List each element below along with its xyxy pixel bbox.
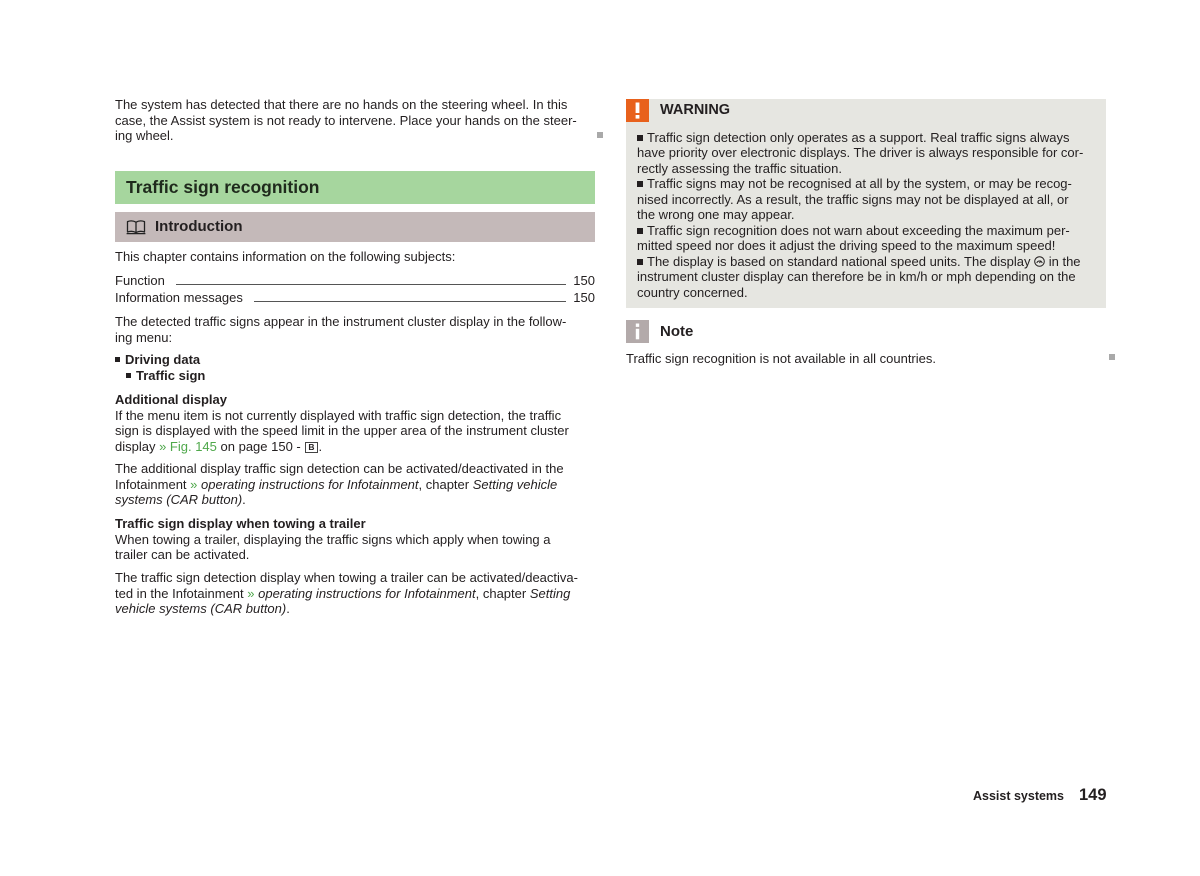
trailer-text: When towing a trailer, displaying the traffic signs which apply when towing a trailer can be activated. <box>115 531 551 562</box>
warning-item-text: Traffic sign recognition does not warn about exceeding the maximum per- mitted speed nor does it adjust the driving speed to the maximum speed! <box>637 222 1070 254</box>
info-icon <box>626 320 649 343</box>
bullet <box>637 181 643 187</box>
warning-list <box>637 130 1103 300</box>
additional-display-text <box>115 408 597 455</box>
bullet <box>115 357 120 362</box>
toc-entry-information-messages[interactable] <box>115 289 595 306</box>
trailer-activation-paragraph <box>115 570 597 617</box>
book-icon-graphic <box>126 219 146 235</box>
activation-paragraph <box>115 461 597 508</box>
end-of-section-square <box>597 132 603 138</box>
figure-label-badge: B <box>305 442 317 453</box>
toc-entry-page: 150 <box>573 273 595 288</box>
menu-item-driving-data <box>115 352 205 368</box>
paragraph-text: The additional display traffic sign detection can be activated/deactivated in the Infotainment <box>115 461 564 492</box>
paragraph-text: . <box>242 492 246 507</box>
cross-reference-link[interactable]: » <box>190 476 198 492</box>
trailer-heading: Traffic sign display when towing a trailer <box>115 516 366 531</box>
reference-title: operating instructions for Infotainment <box>254 585 476 601</box>
bullet <box>637 228 643 234</box>
warning-item <box>637 223 1103 254</box>
warning-item-text: The display is based on standard national speed units. The display <box>647 253 1035 269</box>
bullet <box>637 135 643 141</box>
warning-icon-graphic <box>626 99 649 122</box>
book-icon <box>126 219 146 235</box>
paragraph-text: on page 150 - <box>216 438 305 454</box>
section-header <box>115 171 595 204</box>
speed-unit-icon <box>1034 255 1045 266</box>
note-title: Note <box>660 323 694 340</box>
additional-display-section <box>115 392 597 454</box>
reference-chapter: Setting vehicle systems (CAR button) <box>115 476 558 507</box>
warning-item-text: Traffic sign detection only operates as a support. Real traffic signs always have priority over electronic displays. The driver is always responsible for cor- rectly assessing the traffic situation. <box>637 130 1084 176</box>
paragraph-text: The traffic sign detection display when towing a trailer can be activated/deactiva- ted in the Infotainment <box>115 570 578 601</box>
toc-entry-label: Function <box>115 273 165 288</box>
bullet <box>126 373 131 378</box>
warning-item <box>637 254 1103 300</box>
warning-item <box>637 176 1103 222</box>
paragraph-text: . <box>318 438 323 454</box>
toc-leader-line <box>176 284 566 285</box>
warning-box <box>626 99 1106 308</box>
toc-list <box>115 272 595 306</box>
warning-title: WARNING <box>660 102 731 118</box>
toc-entry-label: Information messages <box>115 290 243 305</box>
footer-section-name: Assist systems <box>972 789 1064 803</box>
toc-entry-page: 150 <box>573 290 595 305</box>
paragraph-text: , chapter <box>475 585 530 601</box>
subsection-title: Introduction <box>155 218 243 235</box>
paragraph-text: . <box>286 601 290 616</box>
menu-item-label: Driving data <box>125 352 201 367</box>
paragraph-text: , chapter <box>418 476 473 492</box>
speed-unit-icon-graphic <box>1034 256 1045 267</box>
reference-title: operating instructions for Infotainment <box>197 476 419 492</box>
info-icon-graphic <box>626 320 649 343</box>
reference-chapter: Setting vehicle systems (CAR button) <box>115 585 571 616</box>
cross-reference-link[interactable]: » <box>247 585 255 601</box>
menu-paragraph: The detected traffic signs appear in the instrument cluster display in the follow- ing menu: <box>115 314 567 345</box>
toc-leader-line <box>254 301 566 302</box>
menu-item-traffic-sign <box>115 368 205 384</box>
toc-intro: This chapter contains information on the following subjects: <box>115 249 456 264</box>
warning-item-text: in the instrument cluster display can therefore be in km/h or mph depending on the country concerned. <box>637 253 1081 300</box>
warning-icon <box>626 99 649 122</box>
warning-item <box>637 130 1103 176</box>
trailer-section <box>115 516 597 563</box>
menu-path <box>115 352 205 383</box>
bullet <box>637 259 643 265</box>
paragraph-text: If the menu item is not currently displayed with traffic sign detection, the traffic sign is displayed with the speed limit in the upper area of the instrument cluster display <box>115 407 569 454</box>
section-title: Traffic sign recognition <box>126 177 320 197</box>
menu-item-label: Traffic sign <box>136 367 206 383</box>
page-number: 149 <box>1079 786 1107 804</box>
note-text: Traffic sign recognition is not available in all countries. <box>626 351 936 366</box>
hands-off-paragraph: The system has detected that there are no hands on the steering wheel. In this case, the Assist system is not ready to intervene. Place your hands on the steer- ing wheel. <box>115 97 577 143</box>
warning-item-text: Traffic signs may not be recognised at all by the system, or may be recog- nised incorrectly. As a result, the traffic signs may not be displayed at all, or the wrong one may appear. <box>637 176 1072 223</box>
subsection-header <box>115 212 595 242</box>
additional-display-heading: Additional display <box>115 392 227 407</box>
end-of-section-square <box>1109 354 1115 360</box>
toc-entry-function[interactable] <box>115 272 595 289</box>
figure-link[interactable]: » Fig. 145 <box>159 438 217 454</box>
